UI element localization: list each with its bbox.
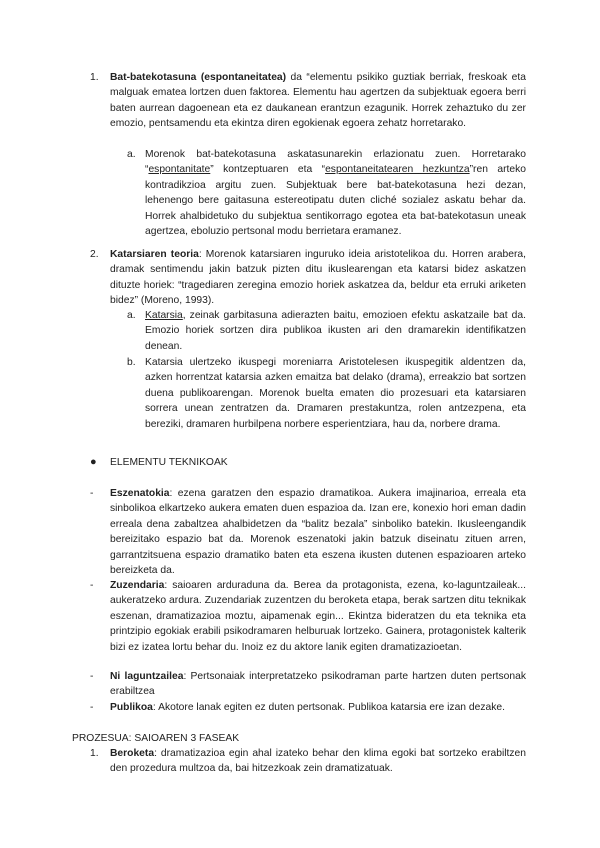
section-heading: ELEMENTU TEKNIKOAK [110, 457, 228, 468]
dash-marker: - [90, 702, 94, 713]
underlined-term: Katarsia [145, 310, 183, 321]
section-heading: PROZESUA: SAIOAREN 3 FASEAK [72, 733, 240, 744]
term-definition: : dramatizazioa egin ahal izateko behar den klima egoki bat sortzeko erabiltzen den prozedura multzoa da, bai hitzezkoak zein dramatizatuak. [110, 748, 526, 775]
term-title: Bat-batekotasuna (espontaneitatea) [110, 72, 287, 83]
term-definition: da “elementu psikiko guztiak berriak, freskoak eta malguak ematea lortzen duen faktorea. Elementu hau agertzen da subjektuak egoera berri baten aurrean dagoenean eta ez daukanean erantzun ezagunik. Horrek zehaztuko du zer emozio, pentsamendu eta ekintza diren egokienak egoera zehatz horretarako. [110, 72, 526, 130]
sublist-item: Morenok bat-batekotasuna askatasunarekin erlazionatu zuen. Horretarako “espontanitate” kontzeptuaren eta “espontaneitatearen hezkuntza”ren arteko kontradikzioa argitu zuen. Subjektuak bere bat-batekotasuna hezi dezan, lehenengo bere gaitasuna estereotipatu duten cliché sozialez askatu behar da. Horrek ahalbidetuko du subjektua sentikorrago egotea eta bat-batekotasun uneak agertzea, eboluzio pertsonal modu berrietara eramanez. [145, 149, 527, 238]
list-number: 2. [90, 249, 99, 260]
term-definition: : Pertsonaiak interpretatzeko psikodraman parte hartzen duten pertsonak erabiltzea [110, 671, 526, 698]
dash-marker: - [90, 671, 94, 682]
list-item-zuzendaria [110, 578, 526, 655]
dash-marker: - [90, 488, 94, 499]
list-number: 1. [90, 748, 99, 759]
term-definition: : Morenok katarsiaren inguruko ideia aristotelikoa du. Horren arabera, dramak sentimendu jakin batzuk pizten ditu ikuslearengan eta katarsi bidez askatzen dituzte horiek: “tragediaren zeregina emozio horiek askatzea da, beldur eta erruki ariketen bidez” (Moreno, 1993). [110, 249, 526, 307]
list-item-ni-laguntzailea [110, 669, 526, 700]
term-title: Katarsiaren teoria [110, 249, 199, 260]
sublist-letter: a. [127, 149, 136, 160]
underlined-term: espontaneitatearen hezkuntza [325, 164, 470, 176]
term-title: Ni laguntzailea [110, 671, 184, 682]
term-title: Publikoa [110, 702, 153, 713]
sublist-item: Katarsia ulertzeko ikuspegi moreniarra Aristotelesen ikuspegitik aldentzen da, azken horrentzat katarsia azken emaitza bat delako (drama), erreakzio bat sortzen duena publikoarengan. Morenok buelta ematen dio prozesuari eta katarsiaren sorrera unean zentratzen da. Dramaren prestakuntza, rolen antzezpena, eta bereziki, dramaren hurbilpena norbere esperientziara, hau da, norbere drama. [145, 357, 526, 430]
term-title: Zuzendaria [110, 580, 165, 591]
list-item-katarsiaren-teoria [110, 247, 526, 309]
list-item-eszenatokia [110, 486, 526, 578]
list-item-beroketa [110, 746, 526, 777]
sublist-letter: a. [127, 310, 136, 321]
term-definition: : ezena garatzen den espazio dramatikoa. Aukera imajinarioa, erreala eta sinbolikoa elkartzeko aukera ematen duen espazioa da. Izan ere, konexio hori eman dadin erreala dena zabaltzea ahalbidetzen da “balitz bezala” sinboliko batekin. Ikusleengandik bereizitako espazio bat da. Morenok eszenatoki jakin batzuk diseinatu zituen arren, garrantzitsuena espazio dramatiko baten eta eszena ikusten dutenen espazioaren arteko bereizketa da. [110, 488, 526, 577]
term-definition: : Akotore lanak egiten ez duten pertsonak. Publikoa katarsia ere izan dezake. [152, 702, 505, 713]
term-title: Beroketa [110, 748, 155, 759]
term-definition: : saioaren arduraduna da. Berea da protagonista, ezena, ko-laguntzaileak... aukeratzeko ardura. Zuzendariak zuzentzen du beroketa etapa, berak sartzen ditu teknikak eszenan, dramatizazioa moztu, aipamenak egin... Ekintza bideratzen du eta teknika eta printzipio egokiak erabili psikodramaren helburuak lortzeko. Gainera, protagonistek kalterik bizi ez izatea lortu behar du. Inoiz ez du aktore lanik egiten dramatizazioetan. [110, 580, 526, 653]
bullet-icon: ● [90, 456, 97, 468]
term-title: Eszenatokia [110, 488, 170, 499]
list-item-bat-batekotasuna [110, 70, 526, 132]
list-item-publikoa [110, 700, 526, 715]
sublist-item: Katarsia, zeinak garbitasuna adierazten baitu, emozioen efektu askatzaile bat da. Emozio horiek sortzen dira publikoa ikusten ari den dramarekin identifikatzen denean. [145, 310, 526, 352]
underlined-term: espontanitate [148, 164, 211, 176]
list-number: 1. [90, 72, 99, 83]
dash-marker: - [90, 580, 94, 591]
sublist-letter: b. [127, 357, 136, 368]
